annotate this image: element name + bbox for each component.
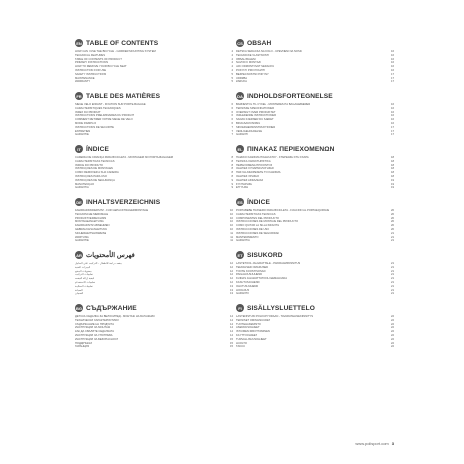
toc-entry-page: 21 xyxy=(391,269,394,273)
toc-entry-page: 16 xyxy=(391,110,394,114)
toc-entry-page: 14 xyxy=(230,333,233,337)
toc-entry-label: SIÈGE VÉLO ENFANT - FIXATION SUR PORTE-BAGAGE xyxy=(75,103,146,106)
toc-entry-label: GARANTÍA xyxy=(236,239,250,243)
language-badge: EN xyxy=(76,40,82,46)
section-title: ÍNDICE xyxy=(247,198,270,206)
toc-entry-page: 7 xyxy=(231,129,233,133)
toc-entry-label: كيفية إزالة المقعد xyxy=(75,277,95,281)
toc-entry-page: 7 xyxy=(231,133,233,137)
toc-entry-label: ZÁRUKA xyxy=(236,80,247,84)
language-badge: DA xyxy=(237,93,243,99)
toc-entry-label: ТЕХНИЧЕСКИ ХАРАКТЕРИСТИКИ xyxy=(75,318,119,322)
toc-entry-label: TABLE OF CONTENTS OF PRODUCT xyxy=(75,57,122,61)
toc-entry-label: OVERSIGT OVER PRODUKTET xyxy=(236,110,276,114)
toc-entry-page: 8 xyxy=(231,171,233,175)
toc-entry-label: INSTRUCTIONS PRÉLIMINAIRES DU PRODUIT xyxy=(75,114,135,118)
toc-entry-page: 22 xyxy=(391,341,394,345)
section-title: TABLE DES MATIÈRES xyxy=(86,92,161,100)
toc-entry-page: 6 xyxy=(231,106,233,110)
toc-entry-page: 8 xyxy=(231,156,233,159)
toc-entry-label: GARANTI xyxy=(236,133,248,137)
toc-entry-page: 22 xyxy=(391,337,394,341)
toc-entry-label: ИНСТРУКЦИИ ЗА УПОТРЕБА xyxy=(75,333,113,337)
toc-entry-page: 10 xyxy=(230,216,233,220)
toc-entry-label: COMO REMOVER A SUA CADEIRA xyxy=(75,171,119,175)
toc-entry-page: 12 xyxy=(230,277,233,281)
toc-entry-page: 21 xyxy=(391,265,394,269)
toc-entry-label: CÓMO QUITAR LA SILLA INFANTIL xyxy=(236,224,280,228)
toc-entry-page: 4 xyxy=(231,50,233,53)
toc-section xyxy=(236,250,394,303)
section-header xyxy=(75,250,233,260)
toc-entry-label: ГАРАНЦИЯ xyxy=(75,345,90,349)
toc-entry-label: TECHNISCHE MERKMALE xyxy=(75,212,109,216)
toc-entry-page: 13 xyxy=(230,284,233,288)
section-header xyxy=(75,303,233,313)
section-header xyxy=(75,197,233,207)
section-title: SISÄLLYSLUETTELO xyxy=(247,304,316,312)
toc-entry-page: 16 xyxy=(391,103,394,106)
toc-entry-label: TOOTE KOOSTISOSAD xyxy=(236,269,266,273)
section-header xyxy=(236,144,394,154)
language-badge: IT xyxy=(75,145,83,153)
toc-entry[interactable] xyxy=(75,345,233,349)
toc-entry-label: POKYNY PRO POUŽITÍ xyxy=(236,68,266,72)
toc-entry-label: SAFETY INSTRUCTIONS xyxy=(75,72,107,76)
toc-entry-label: СЪДЪРЖАНИЕ НА ПРОДУКТА xyxy=(75,322,115,326)
toc-entry-page: 19 xyxy=(391,178,394,182)
toc-list xyxy=(75,315,233,349)
language-badge: CS xyxy=(237,40,243,46)
toc-section xyxy=(236,91,394,144)
toc-column-right xyxy=(236,38,394,356)
toc-entry-label: TAKUU xyxy=(236,345,245,349)
toc-entry-page: 22 xyxy=(391,345,394,349)
section-header xyxy=(236,250,394,260)
toc-entry-page: 15 xyxy=(230,345,233,349)
toc-entry-label: ΤΕΧΝΙΚΑ ΧΑΡΑΚΤΗΡΙΣΤΙΚΑ xyxy=(236,159,271,163)
toc-entry-label: SICHERHEITSHINWEISE xyxy=(75,231,107,235)
toc-entry[interactable] xyxy=(236,345,394,349)
toc-entry-page: 10 xyxy=(230,220,233,224)
toc-entry-label: FAHRRADSITZ ABNEHMEN xyxy=(75,224,110,228)
toc-entry-page: 17 xyxy=(391,125,394,129)
toc-entry[interactable] xyxy=(236,239,394,243)
toc-entry-label: ДЕТСКА СЕДАЛКА ЗА ВЕЛОСИПЕД - МОНТАЖ НА БАГАЖНИК xyxy=(75,315,155,318)
toc-entry-page: 15 xyxy=(230,337,233,341)
toc-section xyxy=(75,38,233,91)
toc-entry-page: 17 xyxy=(391,80,394,84)
toc-entry-label: الميزات الفنية xyxy=(75,265,91,269)
section-title: SISUKORD xyxy=(247,251,283,259)
toc-entry-page: 10 xyxy=(230,227,233,231)
toc-entry-label: ÍNDICE DO PRODUTO xyxy=(75,163,104,167)
toc-entry-label: MANUTENÇÃO xyxy=(75,182,95,186)
language-badge: FI xyxy=(236,304,244,312)
toc-entry-page: 22 xyxy=(391,315,394,318)
toc-entry-label: مقعد دراجة للأطفال - التركيب على الحامل xyxy=(75,262,122,265)
toc-section xyxy=(236,144,394,197)
toc-list xyxy=(75,262,233,296)
toc-section xyxy=(75,197,233,250)
toc-entry-page: 15 xyxy=(230,341,233,345)
toc-entry-label: INSTRUCTIONS DE SÉCURITÉ xyxy=(75,125,114,129)
toc-entry-label: LASTETOOL JALGRATTALE - PAKIRAAMIKINNITUS xyxy=(236,262,301,265)
toc-entry-page: 12 xyxy=(230,265,233,269)
toc-entry-label: TECHNICAL FEATURES xyxy=(75,53,106,57)
toc-entry-label: WARRANTY xyxy=(75,80,91,84)
toc-entry-page: 13 xyxy=(230,292,233,296)
toc-entry-page: 6 xyxy=(231,121,233,125)
toc-entry-label: ИНСТРУКЦИИ ЗА БЕЗОПАСНОСТ xyxy=(75,337,119,341)
toc-entry-label: GARANTII xyxy=(236,292,249,296)
toc-entry-page: 4 xyxy=(231,68,233,72)
language-badge: FR xyxy=(76,93,82,99)
section-title: ΠΙΝΑΚΑΣ ΠΕΡΙΕΧΟΜΕΝΩΝ xyxy=(247,145,335,153)
toc-entry-label: KÄYTTÖOHJEET xyxy=(236,333,258,337)
toc-entry-label: KUIDAS JALGRATTATOOLI EEMALDADA xyxy=(236,277,288,281)
toc-entry-page: 18 xyxy=(391,159,394,163)
toc-entry-page: 5 xyxy=(231,80,233,84)
toc-entry-page: 11 xyxy=(230,231,233,235)
toc-entry[interactable] xyxy=(236,292,394,296)
toc-entry-label: CADEIRA DE CRIANÇA PARA BICICLETA - MONTAGEM NO PORTA-BAGAGEM xyxy=(75,156,174,159)
toc-entry-label: BARNESTOL TIL CYKEL - MONTERES PÅ BAGAGEBÆRER xyxy=(236,103,311,106)
toc-list xyxy=(236,103,394,137)
toc-entry[interactable] xyxy=(236,80,394,84)
toc-entry-label: INSTRUÇÕES DE MONTAGEM xyxy=(75,167,114,171)
toc-entry-page: 20 xyxy=(391,216,394,220)
language-badge: ET xyxy=(237,252,243,258)
toc-entry-page: 14 xyxy=(230,330,233,334)
toc-entry-label: INSTRUCTION FOR USE xyxy=(75,68,107,72)
toc-entry-page: 21 xyxy=(391,280,394,284)
section-title: INHALTSVERZEICHNIS xyxy=(86,198,161,206)
toc-entry-page: 12 xyxy=(230,262,233,265)
toc-entry-label: ÚDRŽBA xyxy=(236,76,248,80)
toc-entry-label: INSTRUÇÕES DE SEGURANÇA xyxy=(75,178,115,182)
toc-entry-page: 18 xyxy=(391,174,394,178)
section-title: СЪДЪРЖАНИЕ xyxy=(86,304,137,312)
toc-entry-page: 17 xyxy=(391,129,394,133)
toc-entry-page: 19 xyxy=(391,182,394,186)
section-header xyxy=(236,197,394,207)
page-number: 3 xyxy=(391,441,394,446)
toc-entry-page: 14 xyxy=(230,322,233,326)
toc-entry-label: TEKNISKE SPECIFIKATIONER xyxy=(236,106,275,110)
toc-entry-page: 22 xyxy=(391,322,394,326)
toc-entry-page: 5 xyxy=(231,76,233,80)
toc-entry-label: OBSAH BALENÍ xyxy=(236,57,256,61)
toc-entry-label: CARACTÉRISTIQUES TECHNIQUES xyxy=(75,106,121,110)
toc-entry-label: КАК ДА СВАЛИТЕ СЕДАЛКАТА xyxy=(75,330,115,334)
toc-entry-label: تعليمات السلامة xyxy=(75,284,93,288)
toc-entry-label: OHUTUSJUHEND xyxy=(236,284,259,288)
toc-entry-page: 16 xyxy=(391,65,394,69)
toc-entry-page: 21 xyxy=(391,284,394,288)
toc-entry-page: 18 xyxy=(391,156,394,159)
toc-entry-label: TECHNICKÉ VLASTNOSTI xyxy=(236,53,270,57)
toc-entry-label: BRUGSANVISNING xyxy=(236,121,261,125)
toc-entry-label: ISTUIMEN IRROTTAMINEN xyxy=(236,330,270,334)
section-header xyxy=(236,303,394,313)
toc-entry-label: HOW TO REMOVE YOUR BICYCLE SEAT xyxy=(75,65,127,69)
toc-entry-page: 21 xyxy=(391,262,394,265)
toc-entry-label: محتويات المنتج xyxy=(75,269,92,273)
toc-entry[interactable] xyxy=(75,292,233,296)
toc-entry-label: INSTRUCCIONES DE MONTAJE DEL PRODUCTO xyxy=(236,220,299,224)
toc-entry-page: 4 xyxy=(231,61,233,65)
toc-entry-page: 14 xyxy=(230,315,233,318)
toc-entry-page: 14 xyxy=(230,326,233,330)
section-header xyxy=(75,144,233,154)
section-header xyxy=(75,91,233,101)
toc-entry-page: 21 xyxy=(391,277,394,281)
toc-entry-page: 8 xyxy=(231,174,233,178)
toc-entry-label: GEBRAUCHSANLEITUNG xyxy=(75,227,108,231)
toc-entry-label: JAK ODMONTOVAT SEDAČKU xyxy=(236,65,275,69)
toc-entry-page: 18 xyxy=(391,167,394,171)
toc-entry-label: DĚTSKÁ SEDAČKA NA KOLO - UPEVNĚNÍ NA NOSIČ xyxy=(236,50,303,53)
toc-entry-page: 22 xyxy=(391,318,394,322)
toc-entry-label: ΟΔΗΓΙΕΣ ΑΣΦΑΛΕΙΑΣ xyxy=(236,178,264,182)
toc-entry-page: 16 xyxy=(391,50,394,53)
toc-section xyxy=(236,303,394,356)
toc-entry-page: 8 xyxy=(231,167,233,171)
toc-entry-page: 12 xyxy=(230,273,233,277)
toc-entry-page: 8 xyxy=(231,159,233,163)
toc-entry-page: 11 xyxy=(230,235,233,239)
toc-entry-label: ΕΓΓΥΗΣΗ xyxy=(236,186,249,190)
toc-entry[interactable] xyxy=(236,186,394,190)
toc-entry[interactable] xyxy=(75,80,233,84)
toc-entry-label: HUOLTO xyxy=(236,341,247,345)
toc-list xyxy=(75,103,233,137)
toc-entry-label: ИНСТРУКЦИИ ЗА МОНТАЖ xyxy=(75,326,111,330)
toc-entry-page: 16 xyxy=(391,114,394,118)
toc-entry-label: HOW CAN I USE THE BICYCLE - CARRIER MOUNTING SYSTEM xyxy=(75,50,156,53)
toc-entry-page: 17 xyxy=(391,72,394,76)
toc-entry-page: 20 xyxy=(391,227,394,231)
page-footer xyxy=(355,441,394,446)
toc-entry-page: 19 xyxy=(391,186,394,190)
toc-entry-label: ΠΕΡΙΕΧΟΜΕΝΑ ΠΡΟΪΟΝΤΟΣ xyxy=(236,163,273,167)
toc-entry-page: 4 xyxy=(231,53,233,57)
toc-entry-page: 13 xyxy=(230,288,233,292)
toc-entry-page: 16 xyxy=(391,53,394,57)
toc-entry-page: 4 xyxy=(231,65,233,69)
toc-entry-label: تعليمات التركيب xyxy=(75,273,93,277)
toc-section xyxy=(75,144,233,197)
toc-entry-page: 16 xyxy=(391,118,394,122)
toc-entry-page: 16 xyxy=(391,57,394,61)
toc-entry-label: PRODUKTVERZEICHNIS xyxy=(75,216,107,220)
toc-entry-page: 9 xyxy=(231,182,233,186)
toc-entry-label: MODE D'EMPLOI xyxy=(75,121,97,125)
section-title: فهرس الأمحتويات xyxy=(86,252,135,259)
toc-entry-label: INSTRUÇÕES PARA USO xyxy=(75,174,107,178)
section-header xyxy=(75,38,233,48)
toc-entry-label: ΟΔΗΓΙΕΣ ΣΥΝΑΡΜΟΛΟΓΗΣΗΣ xyxy=(236,167,274,171)
language-badge: AR xyxy=(76,252,82,258)
toc-entry-label: GARANTIE xyxy=(75,133,89,137)
toc-entry-label: BEZPEČNOSTNÍ POKYNY xyxy=(236,72,269,76)
toc-entry-page: 16 xyxy=(391,106,394,110)
toc-entry-label: KASUTUSJUHEND xyxy=(236,280,260,284)
toc-entry-label: INDEX DU PRODUIT xyxy=(75,110,101,114)
section-title: INDHOLDSFORTEGNELSE xyxy=(247,92,333,100)
toc-entry-label: SÅDAN FJERNER DU SÆDET xyxy=(236,118,274,122)
toc-entry-page: 18 xyxy=(391,171,394,175)
toc-entry-label: VEDLIGEHOLDELSE xyxy=(236,129,262,133)
section-title: TABLE OF CONTENTS xyxy=(86,39,159,47)
toc-column-left xyxy=(75,38,233,356)
toc-section xyxy=(236,197,394,250)
toc-entry-label: تعليمات الاستخدام xyxy=(75,280,96,284)
toc-entry-page: 20 xyxy=(391,212,394,216)
toc-entry-page: 6 xyxy=(231,103,233,106)
toc-list xyxy=(75,156,233,190)
toc-entry-page: 6 xyxy=(231,118,233,122)
toc-entry-label: ΟΔΗΓΙΕΣ ΧΡΗΣΗΣ xyxy=(236,174,259,178)
toc-entry-label: COMMENT RETIRER VOTRE SIÈGE DE VÉLO xyxy=(75,118,133,122)
toc-entry-page: 21 xyxy=(391,231,394,235)
toc-entry-page: 22 xyxy=(391,330,394,334)
toc-entry-page: 17 xyxy=(391,133,394,137)
toc-entry-label: TEHNILISED OMADUSED xyxy=(236,265,269,269)
footer-url[interactable]: www.polisport.com xyxy=(355,441,389,446)
toc-entry-label: ENTRETIEN xyxy=(75,129,91,133)
section-title: ÍNDICE xyxy=(86,145,109,153)
toc-entry-page: 21 xyxy=(391,292,394,296)
toc-entry-page: 9 xyxy=(231,186,233,190)
toc-entry-label: MONTAGEANLEITUNG xyxy=(75,220,104,224)
toc-entry-page: 20 xyxy=(391,224,394,228)
toc-entry-page: 7 xyxy=(231,125,233,129)
toc-entry-page: 16 xyxy=(391,68,394,72)
toc-entry-label: ASENNUSOHJEET xyxy=(236,326,260,330)
toc-entry-page: 8 xyxy=(231,163,233,167)
toc-entry-label: PORTABEBÉ TRASERO PARA BICICLETA - FIJACIÓN AL PORTAEQUIPAJE xyxy=(236,209,330,212)
toc-entry-page: 21 xyxy=(391,239,394,243)
toc-entry-label: COMPONENTES DEL PRODUCTO xyxy=(236,216,280,220)
toc-list xyxy=(236,262,394,296)
toc-entry-page: 5 xyxy=(231,72,233,76)
toc-entry-label: MANTENIMIENTO xyxy=(236,235,259,239)
toc-list xyxy=(236,209,394,243)
toc-entry-page: 16 xyxy=(391,121,394,125)
toc-entry-page: 22 xyxy=(391,326,394,330)
toc-entry-page: 9 xyxy=(231,178,233,182)
section-header xyxy=(236,38,394,48)
toc-entry[interactable] xyxy=(75,239,233,243)
toc-section xyxy=(236,38,394,91)
toc-entry-label: TUOTEHAKEMISTO xyxy=(236,322,261,326)
toc-entry[interactable] xyxy=(75,186,233,190)
toc-entry-label: HOOLDUS xyxy=(236,288,250,292)
toc-entry-page: 21 xyxy=(391,235,394,239)
toc-entry-page: 22 xyxy=(391,333,394,337)
toc-entry-label: LASTENISTUIN POLKUPYÖRÄÄN - TAVARATELINEKIINNITYS xyxy=(236,315,314,318)
toc-entry-label: TURVALLISUUSOHJEET xyxy=(236,337,267,341)
toc-entry-label: SIKKERHEDSINSTRUKTIONER xyxy=(236,125,276,129)
toc-entry-label: INSTRUCCIONES DE SEGURIDAD xyxy=(236,231,280,235)
toc-entry[interactable] xyxy=(236,133,394,137)
toc-entry-label: PAIGALDUSJUHEND xyxy=(236,273,263,277)
toc-entry-label: FAHRRADKINDERSITZ - FÜR GEPÄCKTRÄGERMONTAGE xyxy=(75,209,149,212)
toc-entry-page: 21 xyxy=(391,288,394,292)
toc-entry-page: 12 xyxy=(230,280,233,284)
language-badge: BG xyxy=(76,305,82,311)
toc-entry-label: TEKNISET OMINAISUUDET xyxy=(236,318,271,322)
toc-entry-page: 20 xyxy=(391,220,394,224)
toc-entry-label: CARACTERÍSTICAS TÉCNICAS xyxy=(75,159,115,163)
toc-entry-page: 18 xyxy=(391,163,394,167)
toc-list xyxy=(236,315,394,349)
toc-entry-page: 10 xyxy=(230,224,233,228)
toc-list xyxy=(75,50,233,84)
toc-entry-page: 10 xyxy=(230,212,233,216)
section-title: OBSAH xyxy=(247,39,272,47)
toc-entry-label: الضمان xyxy=(75,292,84,296)
toc-entry-page: 10 xyxy=(230,209,233,212)
toc-entry-page: 11 xyxy=(230,239,233,243)
toc-list xyxy=(75,209,233,243)
toc-section xyxy=(75,303,233,356)
toc-entry-label: NÁVOD K MONTÁŽI xyxy=(236,61,261,65)
toc-entry-label: INSTRUCCIONES DE USO xyxy=(236,227,270,231)
toc-entry-label: WARTUNG xyxy=(75,235,89,239)
toc-entry-page: 4 xyxy=(231,57,233,61)
toc-entry-label: ΠΩΣ ΝΑ ΑΦΑΙΡΕΣΕΤΕ ΤΟ ΚΑΘΙΣΜΑ xyxy=(236,171,281,175)
toc-entry-page: 6 xyxy=(231,110,233,114)
toc-entry[interactable] xyxy=(75,133,233,137)
toc-entry-page: 12 xyxy=(230,269,233,273)
toc-entry-page: 20 xyxy=(391,209,394,212)
toc-entry-page: 21 xyxy=(391,273,394,277)
toc-entry-page: 6 xyxy=(231,114,233,118)
toc-list xyxy=(236,156,394,190)
toc-section xyxy=(75,250,233,303)
toc-entry-label: INDLEDENDE INSTRUKTIONER xyxy=(236,114,277,118)
toc-entry-label: الصيانة xyxy=(75,288,83,292)
toc-entry-label: CARACTERÍSTICAS TÉCNICAS xyxy=(236,212,276,216)
toc-entry-label: MAINTENANCE xyxy=(75,76,95,80)
toc-entry-page: 16 xyxy=(391,61,394,65)
toc-entry-label: GARANTIE xyxy=(75,239,89,243)
toc-entry-page: 14 xyxy=(230,318,233,322)
toc-entry-label: ПОДДРЪЖКА xyxy=(75,341,93,345)
section-header xyxy=(236,91,394,101)
language-badge: EL xyxy=(237,146,243,152)
toc-entry-label: PRIMARY INSTRUCTIONS xyxy=(75,61,109,65)
language-badge: DE xyxy=(76,199,82,205)
toc-entry-label: ΠΑΙΔΙΚΟ ΚΑΘΙΣΜΑ ΠΟΔΗΛΑΤΟΥ - ΣΤΕΡΕΩΣΗ ΣΤΗ ΣΧΑΡΑ xyxy=(236,156,309,159)
toc-entry-label: ΣΥΝΤΗΡΗΣΗ xyxy=(236,182,253,186)
toc-list xyxy=(236,50,394,84)
toc-entry-page: 17 xyxy=(391,76,394,80)
language-badge: ES xyxy=(237,199,243,205)
toc-entry-label: GARANTIA xyxy=(75,186,89,190)
toc-section xyxy=(75,91,233,144)
